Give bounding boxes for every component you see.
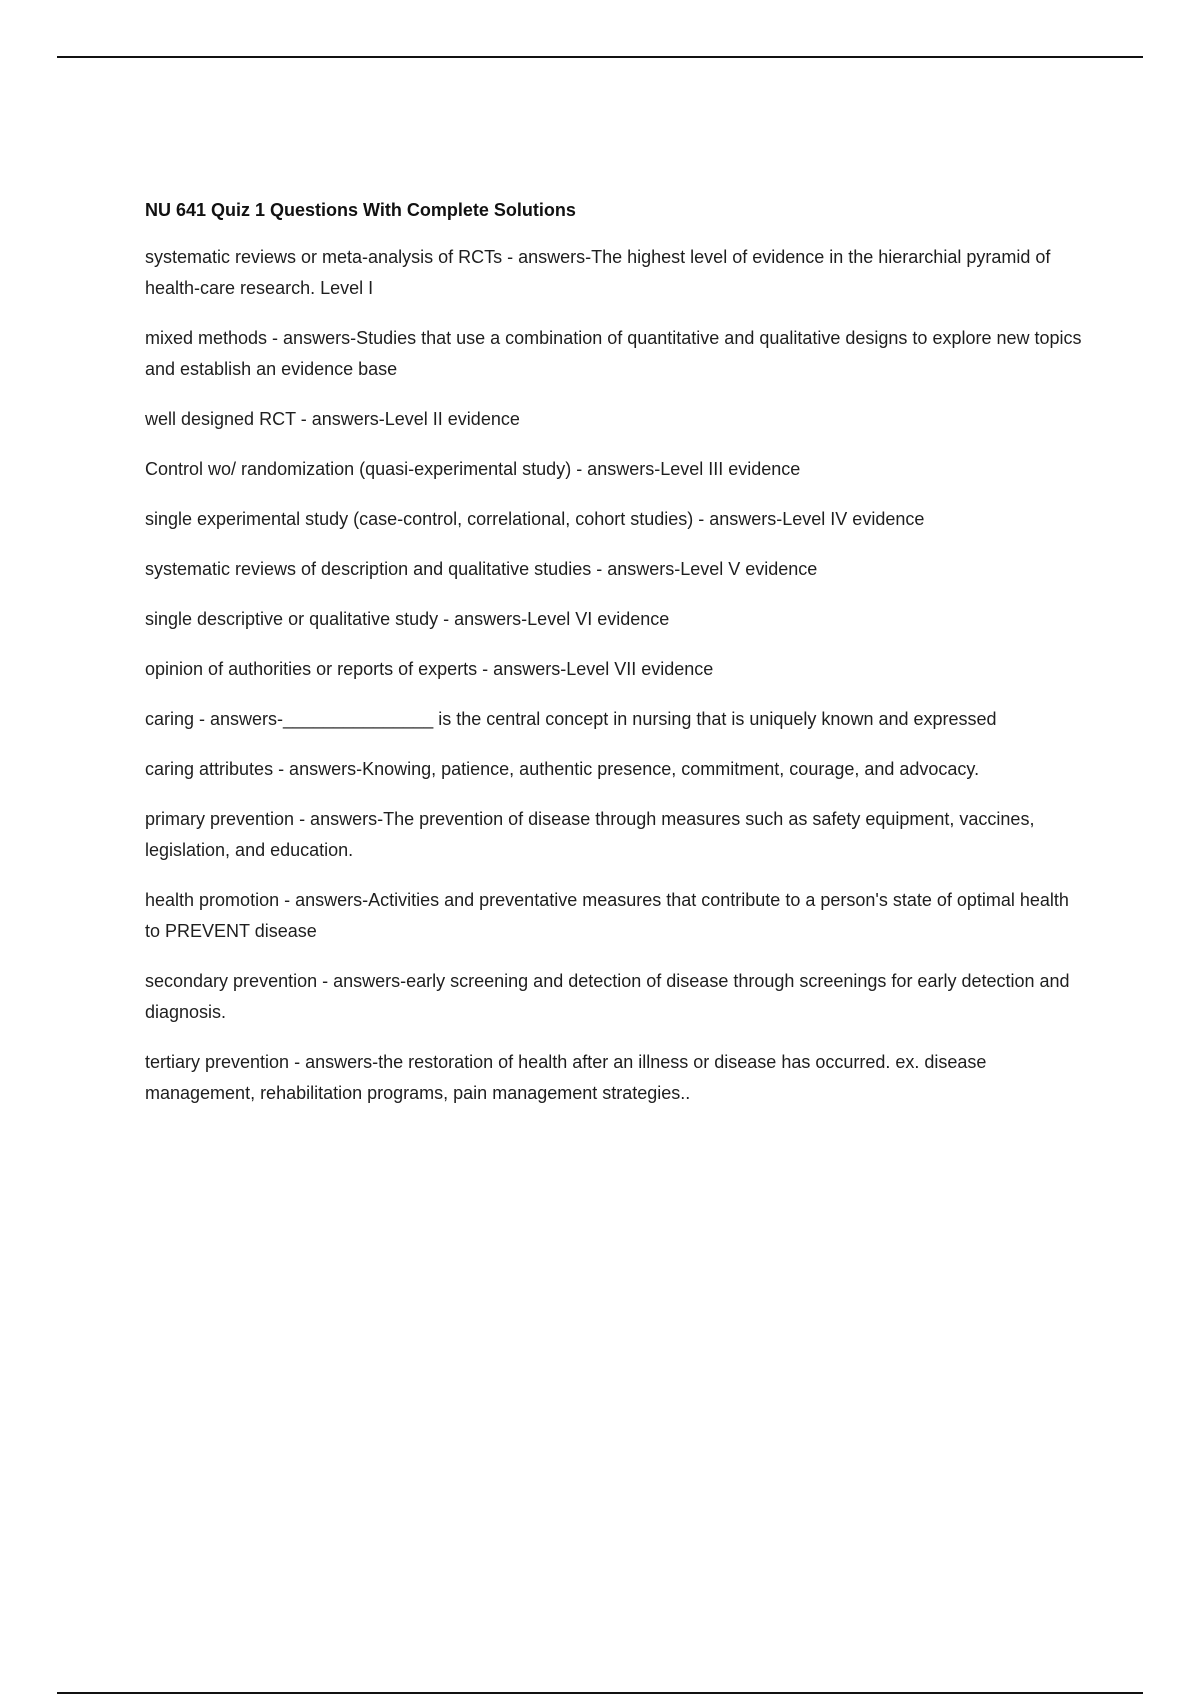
qa-entry: caring - answers-_______________ is the central concept in nursing that is uniquely known and expressed xyxy=(145,709,997,729)
qa-entry: systematic reviews of description and qualitative studies - answers-Level V evidence xyxy=(145,559,818,579)
header-rule xyxy=(57,56,1143,58)
qa-entry: health promotion - answers-Activities and preventative measures that contribute to a person's state of optimal health to PREVENT disease xyxy=(145,890,1069,941)
qa-entry: tertiary prevention - answers-the restoration of health after an illness or disease has occurred. ex. disease management, rehabilitation programs, pain management strategies.. xyxy=(145,1052,987,1103)
qa-entry: mixed methods - answers-Studies that use a combination of quantitative and qualitative designs to explore new topics and establish an evidence base xyxy=(145,328,1082,379)
qa-entry: single experimental study (case-control, correlational, cohort studies) - answers-Level IV evidence xyxy=(145,509,925,529)
qa-entry: caring attributes - answers-Knowing, patience, authentic presence, commitment, courage, and advocacy. xyxy=(145,759,980,779)
document-body xyxy=(145,196,1085,1128)
qa-entry: systematic reviews or meta-analysis of RCTs - answers-The highest level of evidence in the hierarchial pyramid of health-care research. Level I xyxy=(145,247,1051,298)
qa-entry: single descriptive or qualitative study - answers-Level VI evidence xyxy=(145,609,670,629)
qa-entry: Control wo/ randomization (quasi-experimental study) - answers-Level III evidence xyxy=(145,459,801,479)
document-title: NU 641 Quiz 1 Questions With Complete Solutions xyxy=(145,200,576,220)
footer-rule xyxy=(57,1692,1143,1694)
qa-entry: opinion of authorities or reports of experts - answers-Level VII evidence xyxy=(145,659,714,679)
qa-entry: well designed RCT - answers-Level II evidence xyxy=(145,409,520,429)
qa-entry: secondary prevention - answers-early screening and detection of disease through screenings for early detection and diagnosis. xyxy=(145,971,1070,1022)
qa-entry: primary prevention - answers-The prevention of disease through measures such as safety equipment, vaccines, legislation, and education. xyxy=(145,809,1035,860)
